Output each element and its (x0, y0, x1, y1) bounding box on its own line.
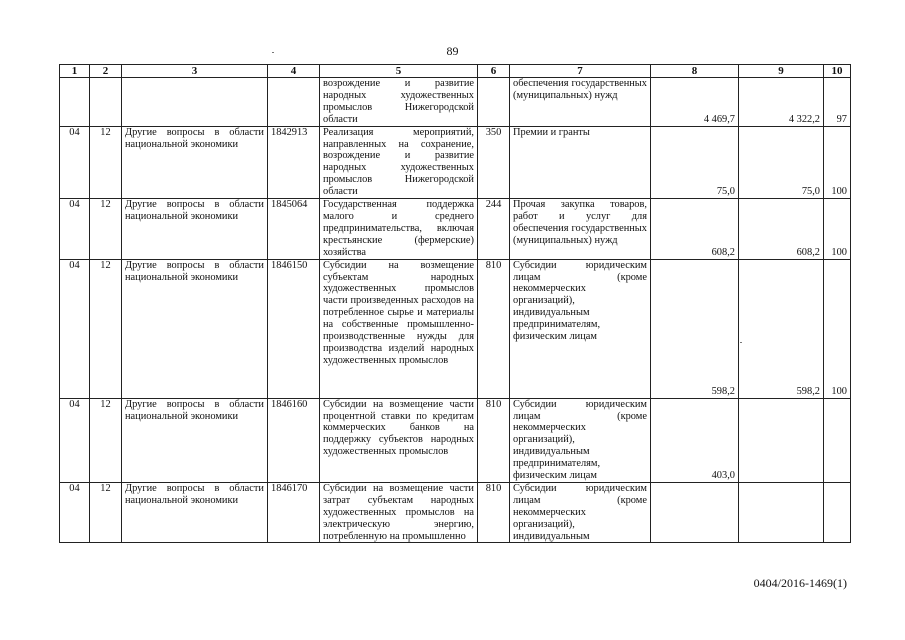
col-header-2: 2 (90, 65, 122, 78)
section-name-cell (122, 78, 268, 127)
target-name-cell: Государственная поддержка малого и среднего предпринимательства, включая крестьянские (фермерские) хозяйства (320, 199, 478, 260)
percent-cell: 97 (824, 78, 851, 127)
percent-cell: 100 (824, 259, 851, 398)
expense-name-cell: Субсидии юридическим лицам (кроме некоммерческих организаций), индивидуальным предпринимателям, физическим лицам (510, 259, 651, 398)
table-row (60, 78, 851, 127)
header-row (60, 65, 851, 78)
table-row (60, 199, 851, 260)
table-row (60, 126, 851, 198)
section-name-cell: Другие вопросы в области национальной экономики (122, 126, 268, 198)
expense-name-cell: Прочая закупка товаров, работ и услуг для обеспечения государственных (муниципальных) нужд (510, 199, 651, 260)
subsection-cell: 12 (90, 398, 122, 482)
percent-cell: 100 (824, 126, 851, 198)
subsection-cell: 12 (90, 199, 122, 260)
planned-amount-cell: 403,0 (651, 398, 739, 482)
target-name-cell: Субсидии на возмещение части затрат субъектам народных художественных промыслов на электрическую энергию, потребленную на промышленно (320, 482, 478, 543)
col-header-10: 10 (824, 65, 851, 78)
subsection-cell: 12 (90, 126, 122, 198)
planned-amount-cell: 608,2 (651, 199, 739, 260)
target-code-cell: 1846160 (268, 398, 320, 482)
section-cell: 04 (60, 126, 90, 198)
target-code-cell: 1846150 (268, 259, 320, 398)
expense-type-cell: 810 (478, 482, 510, 543)
target-code-cell: 1845064 (268, 199, 320, 260)
col-header-9: 9 (739, 65, 824, 78)
scan-speck (740, 342, 742, 343)
document-id: 0404/2016-1469(1) (753, 576, 847, 590)
table-row (60, 259, 851, 398)
target-name-cell: Субсидии на возмещение части процентной ставки по кредитам коммерческих банков на поддержку субъектов народных художественных промыслов (320, 398, 478, 482)
expense-type-cell: 810 (478, 398, 510, 482)
expense-name-cell: Премии и гранты (510, 126, 651, 198)
budget-table (59, 64, 851, 543)
col-header-5: 5 (320, 65, 478, 78)
section-cell: 04 (60, 199, 90, 260)
expense-name-cell: Субсидии юридическим лицам (кроме некоммерческих организаций), индивидуальным предпринимателям, физическим лицам (510, 398, 651, 482)
page-number: 89 (446, 44, 459, 58)
actual-amount-cell (739, 482, 824, 543)
target-name-cell: Субсидии на возмещение субъектам народных художественных промыслов части произведенных расходов на потребленное сырье и материалы на собственные промышленно-производственные нужды для производства изделий народных художественных промыслов (320, 259, 478, 398)
actual-amount-cell: 75,0 (739, 126, 824, 198)
col-header-1: 1 (60, 65, 90, 78)
section-name-cell: Другие вопросы в области национальной экономики (122, 259, 268, 398)
target-name-cell: Реализация мероприятий, направленных на сохранение, возрождение и развитие народных художественных промыслов Нижегородской области (320, 126, 478, 198)
expense-name-cell: Субсидии юридическим лицам (кроме некоммерческих организаций), индивидуальным (510, 482, 651, 543)
scan-speck (272, 52, 274, 53)
col-header-7: 7 (510, 65, 651, 78)
target-code-cell: 1842913 (268, 126, 320, 198)
col-header-3: 3 (122, 65, 268, 78)
planned-amount-cell: 75,0 (651, 126, 739, 198)
subsection-cell (90, 78, 122, 127)
col-header-4: 4 (268, 65, 320, 78)
subsection-cell: 12 (90, 259, 122, 398)
col-header-6: 6 (478, 65, 510, 78)
actual-amount-cell: 4 322,2 (739, 78, 824, 127)
expense-type-cell: 244 (478, 199, 510, 260)
section-name-cell: Другие вопросы в области национальной экономики (122, 482, 268, 543)
table-row (60, 482, 851, 543)
expense-type-cell (478, 78, 510, 127)
col-header-8: 8 (651, 65, 739, 78)
target-code-cell: 1846170 (268, 482, 320, 543)
planned-amount-cell: 598,2 (651, 259, 739, 398)
percent-cell (824, 398, 851, 482)
section-name-cell: Другие вопросы в области национальной экономики (122, 199, 268, 260)
planned-amount-cell (651, 482, 739, 543)
section-cell: 04 (60, 398, 90, 482)
percent-cell: 100 (824, 199, 851, 260)
actual-amount-cell: 608,2 (739, 199, 824, 260)
table-row (60, 398, 851, 482)
planned-amount-cell: 4 469,7 (651, 78, 739, 127)
section-cell: 04 (60, 259, 90, 398)
section-cell (60, 78, 90, 127)
subsection-cell: 12 (90, 482, 122, 543)
actual-amount-cell (739, 398, 824, 482)
percent-cell (824, 482, 851, 543)
expense-name-cell: обеспечения государственных (муниципальных) нужд (510, 78, 651, 127)
target-name-cell: возрождение и развитие народных художественных промыслов Нижегородской области (320, 78, 478, 127)
target-code-cell (268, 78, 320, 127)
expense-type-cell: 810 (478, 259, 510, 398)
section-name-cell: Другие вопросы в области национальной экономики (122, 398, 268, 482)
expense-type-cell: 350 (478, 126, 510, 198)
section-cell: 04 (60, 482, 90, 543)
actual-amount-cell: 598,2 (739, 259, 824, 398)
